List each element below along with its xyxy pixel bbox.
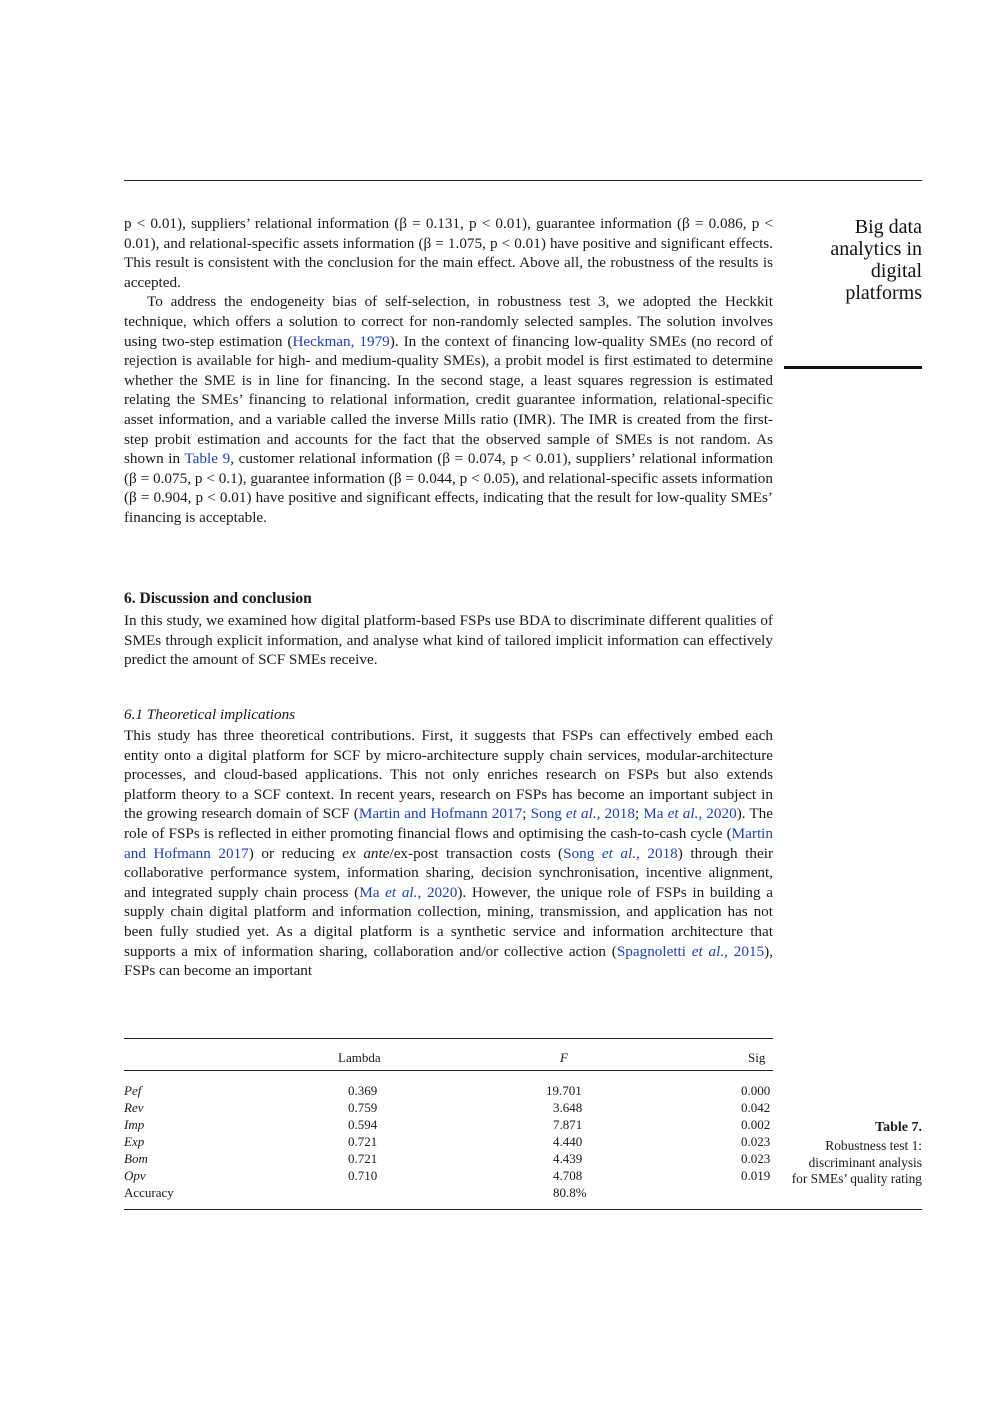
citation-author: Ma [359,883,386,901]
s61-text-4: ) through their collaborative performance system, information sharing, decision synchronisation, incentive alignment, and integrated supply chain process ( [124,844,774,901]
cell-lambda: 0.759 [348,1100,378,1115]
subsection-heading: 6.1 Theoretical implications [124,706,296,723]
citation-year: , 2018 [596,805,635,823]
s61-text-5: ). However, the unique role of FSPs in building a supply chain digital platform and information collection, mining, transmission, and application has not been fully studied yet. As a digital platform is a synthetic service and information architecture that supports a mix of information sharing, collaboration and/or collective action ( [124,883,774,960]
citation-link-song-2018-b[interactable] [563,845,678,862]
citation-author: Spagnoletti [616,942,692,960]
cell-sig: 0.019 [741,1168,771,1183]
running-head: Big data analytics in digital platforms [830,216,922,304]
cell-f: 80.8% [553,1185,587,1200]
header-rule [124,180,922,181]
section-text: In this study, we examined how digital platform-based FSPs use BDA to discriminate different qualities of SMEs through explicit information, and analyse what kind of tailored implicit information can effectively predict the amount of SCF SMEs receive. [124,612,773,669]
row-label: Rev [124,1100,144,1115]
cell-f: 3.648 [553,1100,583,1115]
paragraph-2 [124,292,773,527]
cell-sig: 0.023 [741,1151,771,1166]
citation-link-spagnoletti-2015[interactable] [617,943,764,960]
table-header-rule [124,1070,773,1071]
s61-text-3b: /ex-post transaction costs ( [389,844,564,862]
citation-year: , 2018 [636,844,678,862]
citation-year: , 2015 [724,942,765,960]
table-header-sig: Sig [748,1050,766,1065]
citation-etal: et al. [691,942,725,960]
body-text [124,214,773,528]
table-9-link[interactable]: Table 9 [184,450,231,468]
citation-year: , 2020 [698,805,737,823]
citation-etal: et al. [385,883,418,901]
s61-italic-ex-ante: ex ante [342,844,390,862]
cell-f: 7.871 [553,1117,583,1132]
cell-sig: 0.000 [741,1083,771,1098]
separator: ; [634,805,644,823]
cell-sig: 0.042 [741,1100,771,1115]
cell-lambda: 0.710 [348,1168,378,1183]
cell-f: 4.440 [553,1134,583,1149]
table-bottom-rule [124,1209,922,1210]
table-header-f: F [560,1050,568,1065]
cell-lambda: 0.369 [348,1083,378,1098]
row-label: Bom [124,1151,148,1166]
cell-lambda: 0.721 [348,1151,378,1166]
citation-link-ma-2020-b[interactable] [359,884,457,901]
running-head-rule [784,366,922,369]
row-label: Pef [124,1083,142,1098]
table-header-lambda: Lambda [338,1050,381,1065]
s61-text-2: ). The role of FSPs is reflected in either promoting financial flows and optimising the cash-to-cash cycle ( [124,805,774,842]
p2-text-b: ). In the context of financing low-quality SMEs (no record of rejection is available for high- and medium-quality SMEs), a probit model is first estimated to determine whether the SME is in line for financing. In the second stage, a least squares regression is estimated relating the SMEs’ financing to relational information, credit guarantee information, relational-specific asset information, and a variable called the inverse Mills ratio (IMR). The IMR is created from the first-step probit estimation and accounts for the fact that the observed sample of SMEs is not random. As shown in [124,332,773,468]
cell-lambda: 0.721 [348,1134,378,1149]
table-caption-text: Robustness test 1: discriminant analysis for SMEs’ quality rating [791,1137,922,1187]
p2-text-a: To address the endogeneity bias of self-selection, in robustness test 3, we adopted the Heckkit technique, which offers a solution to correct for non-randomly selected samples. The solution involves using two-step estimation ( [124,293,773,350]
citation-link-martin-2017-b[interactable]: Martin and Hofmann 2017 [124,824,773,862]
row-label: Imp [124,1117,145,1132]
citation-link-heckman[interactable]: Heckman, 1979 [292,332,390,350]
row-label: Exp [124,1134,145,1149]
cell-f: 19.701 [546,1083,582,1098]
citation-etal: et al. [601,844,637,862]
section-heading: 6. Discussion and conclusion [124,590,312,607]
citation-etal: et al. [667,805,699,823]
citation-year: , 2020 [417,883,458,901]
row-label: Opv [124,1168,146,1183]
table-caption [790,1120,922,1188]
citation-author: Song [563,844,602,862]
cell-sig: 0.002 [741,1117,771,1132]
citation-author: Song [530,805,566,823]
citation-link-song-2018[interactable] [531,805,635,822]
cell-sig: 0.023 [741,1134,771,1149]
table-top-rule [124,1038,773,1039]
subsection-text [124,726,773,981]
s61-text-1: This study has three theoretical contributions. First, it suggests that FSPs can effectively embed each entity onto a digital platform for SCF by micro-architecture supply chain services, modular-architecture processes, and cloud-based applications. This not only enriches research on FSPs but also extends platform theory to a SCF context. In recent years, research on FSPs has become an important subject in the growing research domain of SCF ( [124,727,773,823]
cell-f: 4.708 [553,1168,583,1183]
row-label: Accuracy [124,1185,174,1200]
paragraph-1: p < 0.01), suppliers’ relational information (β = 0.131, p < 0.01), guarantee information (β = 0.086, p < 0.01), and relational-specific assets information (β = 1.075, p < 0.01) have positive and significant effects. This result is consistent with the conclusion for the main effect. Above all, the robustness of the results is accepted. [124,215,773,291]
table-label: Table 7. [875,1120,922,1135]
citation-link-ma-2020[interactable] [643,805,736,822]
separator: ; [522,805,531,823]
citation-etal: et al. [565,805,597,823]
s61-text-6: ), FSPs can become an important [124,942,774,980]
citation-author: Ma [643,805,668,823]
s61-text-3: ) or reducing [248,844,343,862]
cell-f: 4.439 [553,1151,583,1166]
p2-text-c: , customer relational information (β = 0.074, p < 0.01), suppliers’ relational information (β = 0.075, p < 0.1), guarantee information (β = 0.044, p < 0.05), and relational-specific assets information (β = 0.904, p < 0.01) have positive and significant effects, indicating that the result for low-quality SMEs’ financing is acceptable. [124,450,773,526]
citation-link-martin-2017[interactable]: Martin and Hofmann 2017 [358,805,523,823]
cell-lambda: 0.594 [348,1117,378,1132]
